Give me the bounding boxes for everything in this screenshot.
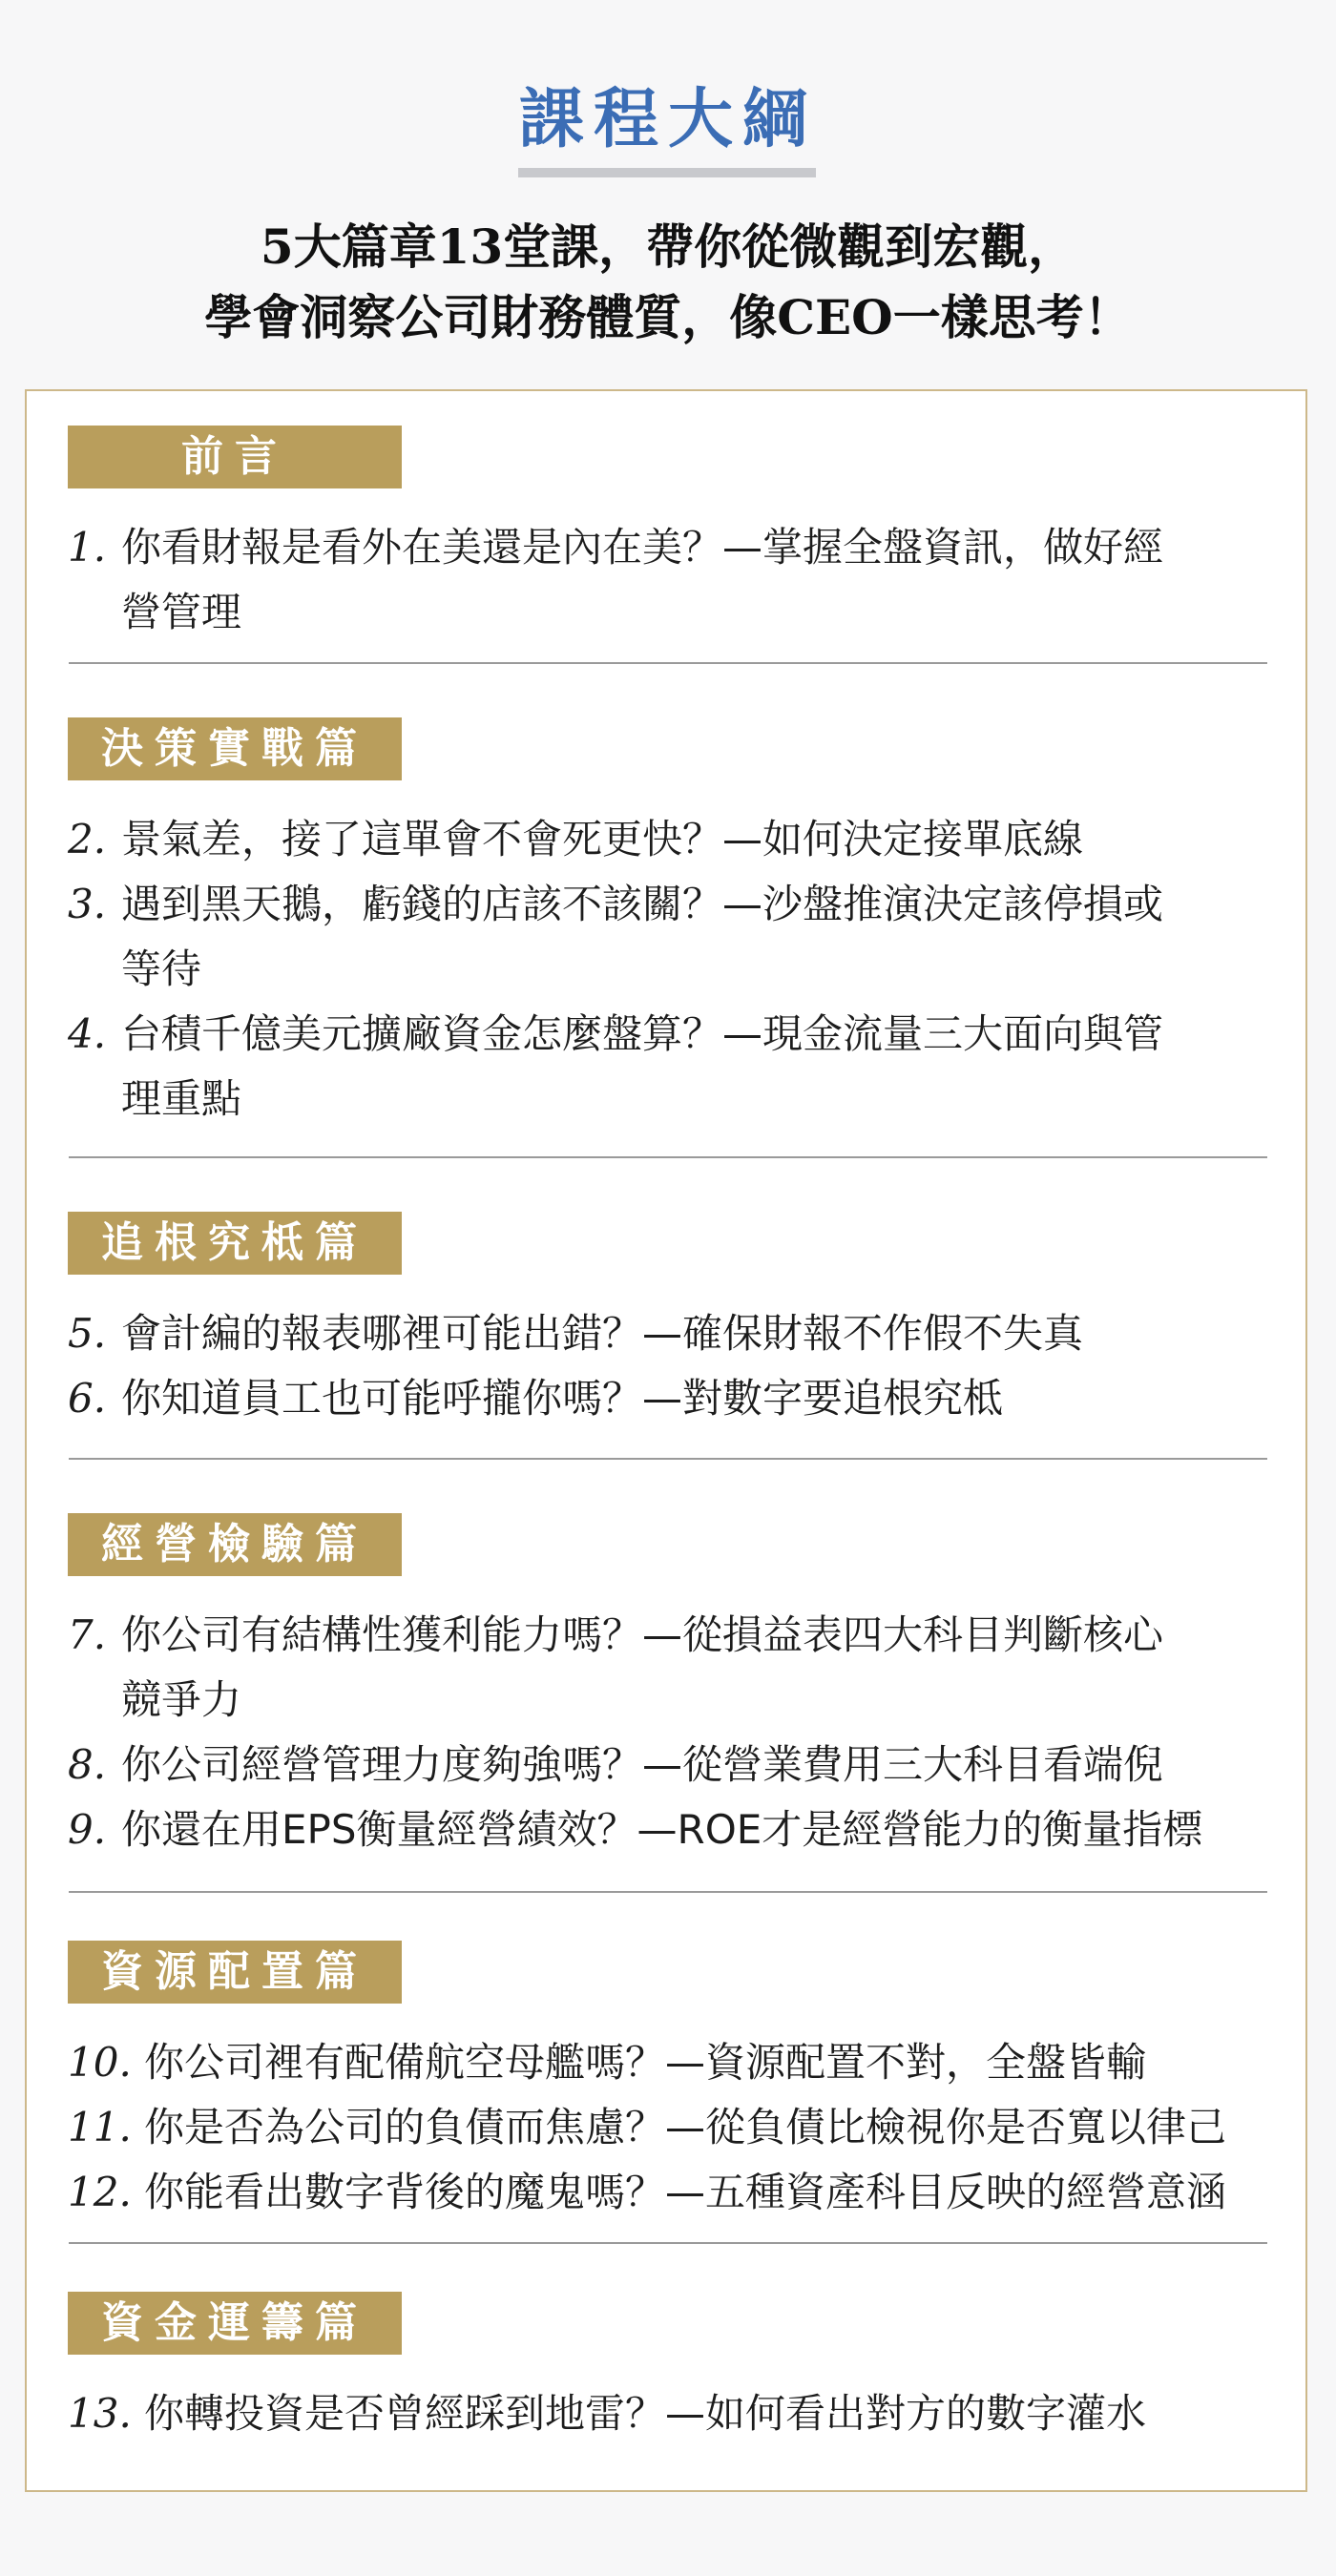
lesson-number: 9. [68, 1806, 107, 1853]
lesson-line: 你是否為公司的負債而焦慮？—從負債比檢視你是否寬以律己 [144, 2104, 1227, 2150]
section-badge: 資源配置篇 [68, 1941, 402, 2004]
lesson-item [68, 2160, 1308, 2225]
lesson-line: 理重點 [121, 1075, 242, 1122]
lesson-item [68, 1603, 1308, 1733]
lesson-number: 6. [68, 1375, 107, 1422]
lesson-line: 你知道員工也可能呼攏你嗎？—對數字要追根究柢 [121, 1375, 1004, 1422]
section-resources [68, 1941, 1308, 2225]
lesson-number: 1. [68, 524, 107, 571]
lesson-number: 4. [68, 1010, 107, 1057]
outline-box [25, 389, 1307, 2492]
lesson-number: 10. [68, 2039, 132, 2086]
lesson-line: 等待 [121, 945, 202, 992]
lesson-number: 2. [68, 816, 107, 862]
section-badge: 資金運籌篇 [68, 2292, 402, 2355]
section-operations [68, 1513, 1308, 1862]
lesson-line: 台積千億美元擴廠資金怎麼盤算？—現金流量三大面向與管 [121, 1010, 1164, 1057]
subtitle-line-2: 學會洞察公司財務體質，像CEO一樣思考！ [204, 289, 1132, 345]
lesson-number: 8. [68, 1741, 107, 1788]
section-divider [69, 1891, 1267, 1893]
section-divider [69, 1458, 1267, 1460]
lesson-item [68, 1797, 1308, 1862]
subtitle-line-1: 5大篇章13堂課，帶你從微觀到宏觀， [260, 218, 1076, 275]
lesson-item [68, 1301, 1308, 1366]
lesson-item [68, 1733, 1308, 1797]
section-divider [69, 662, 1267, 664]
lesson-line: 你公司有結構性獲利能力嗎？—從損益表四大科目判斷核心 [121, 1611, 1164, 1658]
section-badge: 前言 [68, 426, 402, 488]
lesson-line: 你還在用EPS衡量經營績效？—ROE才是經營能力的衡量指標 [121, 1806, 1203, 1853]
section-badge: 經營檢驗篇 [68, 1513, 402, 1576]
lesson-line: 營管理 [121, 589, 242, 635]
lesson-line: 會計編的報表哪裡可能出錯？—確保財報不作假不失真 [121, 1310, 1084, 1357]
lesson-line: 你公司裡有配備航空母艦嗎？—資源配置不對，全盤皆輸 [144, 2039, 1147, 2086]
lesson-number: 3. [68, 881, 107, 927]
lesson-line: 景氣差，接了這單會不會死更快？—如何決定接單底線 [121, 816, 1084, 862]
section-decision [68, 717, 1308, 1132]
section-root-cause [68, 1212, 1308, 1431]
lesson-item [68, 807, 1308, 872]
lesson-item [68, 2095, 1308, 2160]
lesson-number: 12. [68, 2169, 132, 2215]
lesson-line: 你公司經營管理力度夠強嗎？—從營業費用三大科目看端倪 [121, 1741, 1164, 1788]
page-subtitle [0, 212, 1336, 353]
lesson-number: 5. [68, 1310, 107, 1357]
lesson-line: 遇到黑天鵝，虧錢的店該不該關？—沙盤推演決定該停損或 [121, 881, 1164, 927]
section-badge: 決策實戰篇 [68, 717, 402, 780]
lesson-number: 7. [68, 1611, 107, 1658]
lesson-line: 你看財報是看外在美還是內在美？—掌握全盤資訊，做好經 [121, 524, 1164, 571]
lesson-line: 你轉投資是否曾經踩到地雷？—如何看出對方的數字灌水 [144, 2390, 1147, 2437]
section-divider [69, 1156, 1267, 1158]
section-divider [69, 2242, 1267, 2244]
section-badge: 追根究柢篇 [68, 1212, 402, 1275]
lesson-item [68, 1366, 1308, 1431]
lesson-item [68, 872, 1308, 1002]
lesson-line: 競爭力 [121, 1676, 242, 1723]
title-underline [518, 168, 816, 177]
lesson-item [68, 2030, 1308, 2095]
page-title: 課程大綱 [518, 82, 817, 157]
lesson-number: 13. [68, 2390, 132, 2437]
lesson-item [68, 515, 1308, 645]
lesson-number: 11. [68, 2104, 132, 2150]
lesson-item [68, 2381, 1308, 2446]
lesson-item [68, 1002, 1308, 1132]
section-preface [68, 426, 1308, 645]
section-funding [68, 2292, 1308, 2446]
lesson-line: 你能看出數字背後的魔鬼嗎？—五種資產科目反映的經營意涵 [144, 2169, 1227, 2215]
